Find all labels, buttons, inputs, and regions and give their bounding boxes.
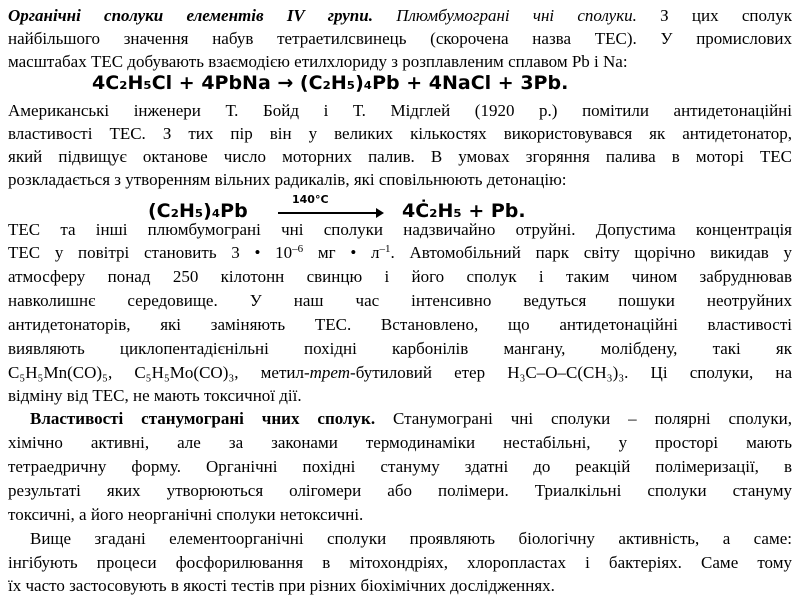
p4-line-4: результаті яких утворюються олігомери або полімери. Триалкільні сполуки стануму <box>8 481 792 500</box>
p3-line-2-part-a: ТЕС у повітрі становить 3 • 10 <box>8 243 293 262</box>
p2-line-2: властивості ТЕС. З тих пір він у великих кількостях використовувався як антидетонатор, <box>8 124 792 143</box>
p3-line-6: виявляють циклопентадієнільні похідні карбонілів мангану, молібдену, такі як <box>8 339 792 358</box>
equation-tes-synthesis: 4C₂H₅Cl + 4PbNa → (C₂H₅)₄Pb + 4NaCl + 3Pb. <box>92 72 569 94</box>
exponent-1: –6 <box>292 243 304 255</box>
p4-line-3: тетраедричну форму. Органічні похідні стануму здатні до реакцій полімеризації, в <box>8 457 792 476</box>
subheading-plumbum: Плюмбумограні чні сполуки. <box>396 6 637 25</box>
p2-line-1: Американські інженери Т. Бойд і Т. Мідглей (1920 р.) помітили антидетонаційні <box>8 101 792 120</box>
p3-line-2-part-c: . Автомобільний парк світу щорічно викидав у <box>390 243 792 262</box>
p5-line-2: інгібують процеси фосфорилювання в мітохондріях, хлоропластах і бактеріях. Саме тому <box>8 553 792 572</box>
reaction-arrow-icon <box>276 206 386 220</box>
p4-line-5: токсичні, а його неорганічні сполуки нетоксичні. <box>8 505 364 524</box>
section-heading-organic-iv: Органічні сполуки елементів IV групи. <box>8 6 373 25</box>
p1-line-1-text: З цих сполук <box>660 6 793 25</box>
equation-tes-left: (C₂H₅)₄Pb <box>148 200 248 222</box>
exponent-2: –1 <box>379 243 391 255</box>
p3-line-5: антидетонаторів, які заміняють ТЕС. Встановлено, що антидетонаційні властивості <box>8 315 792 334</box>
p3-line-4: навколишнє середовище. У наш час інтенсивно ведуться пошуки неотруйних <box>8 291 792 310</box>
p1-line-1 <box>8 5 792 26</box>
p1-line-3: масштабах ТЕС добувають взаємодією етилхлориду з розплавленим сплавом Pb і Na: <box>8 52 628 71</box>
section-heading-stannum: Властивості станумограні чних сполук. <box>30 409 376 428</box>
p3-line-2-part-b: мг • л <box>303 243 380 262</box>
reaction-condition-label: 140°C <box>292 193 329 206</box>
p4-line-1 <box>8 408 792 429</box>
p3-line-7-italic: трет <box>309 363 351 382</box>
p4-line-2: хімічно активні, але за законами термодинаміки нестабільні, у просторі мають <box>8 433 792 452</box>
p3-line-7 <box>8 362 792 383</box>
p4-line-1-text: Станумограні чні сполуки – полярні сполуки, <box>375 409 793 428</box>
p5-line-1: Вище згадані елементоорганічні сполуки проявляють біологічну активність, а саме: <box>30 529 792 548</box>
p1-line-2: найбільшого значення набув тетраетилсвинець (скорочена назва ТЕС). У промислових <box>8 29 792 48</box>
equation-tes-right: 4Ċ₂H₅ + Pb. <box>402 200 526 222</box>
p3-line-1: ТЕС та інші плюмбумограні чні сполуки надзвичайно отруйні. Допустима концентрація <box>8 220 792 239</box>
p3-line-7-ether: -бутиловий етер H₃C–O–C(CH₃)₃. Ці сполуки, на <box>350 363 792 382</box>
p3-line-2 <box>8 242 792 263</box>
p3-line-3: атмосферу понад 250 кілотонн свинцю і його сполук і таким чином забруднював <box>8 267 792 286</box>
p3-line-8: відміну від ТЕС, не мають токсичної дії. <box>8 386 302 405</box>
p2-line-3: який підвищує октанове число моторних палив. В умовах згоряння палива в моторі ТЕС <box>8 147 792 166</box>
p3-line-7-formulas: C₅H₅Mn(CO)₅, C₅H₅Mo(CO)₃, метил- <box>8 363 310 382</box>
p5-line-3: їх часто застосовують в якості тестів при різних біохімічних дослідженнях. <box>8 576 555 595</box>
p2-line-4: розкладається з утворенням вільних радикалів, які сповільнюють детонацію: <box>8 170 567 189</box>
